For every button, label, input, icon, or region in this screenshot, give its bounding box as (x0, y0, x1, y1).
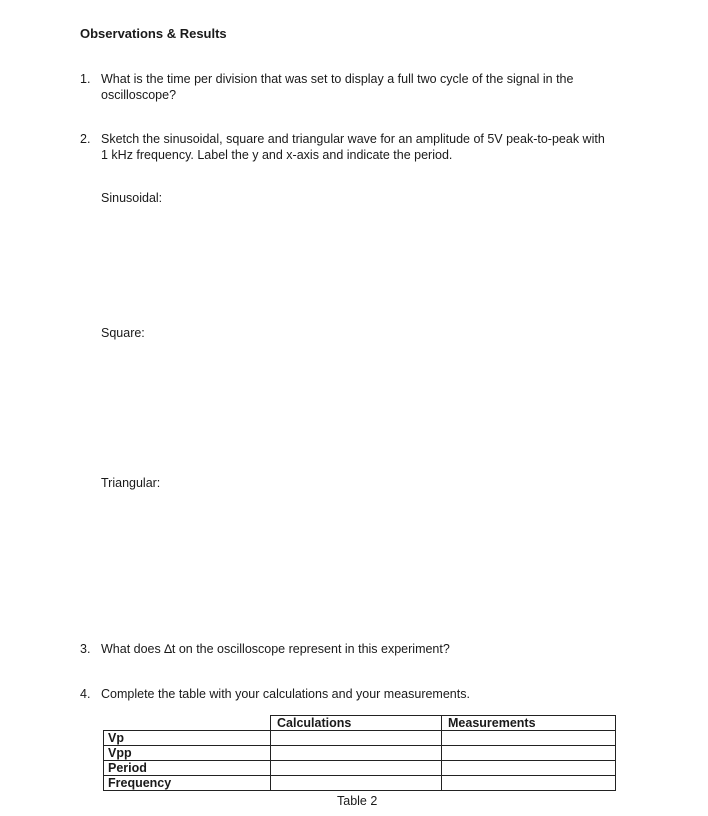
calculations-cell[interactable] (271, 746, 442, 761)
table-row (104, 776, 616, 791)
question-3-number: 3. (80, 642, 91, 656)
table-header-row (104, 716, 616, 731)
question-2-text: Sketch the sinusoidal, square and triangular wave for an amplitude of 5V peak-to-peak with 1 kHz frequency. Label the y and x-axis and indicate the period. (101, 132, 605, 162)
calculations-cell[interactable] (271, 776, 442, 791)
table-header-measurements: Measurements (442, 716, 616, 731)
table-caption: Table 2 (337, 794, 378, 808)
results-table (103, 715, 616, 791)
measurements-cell[interactable] (442, 776, 616, 791)
triangular-label: Triangular: (101, 476, 161, 490)
row-label-period: Period (104, 761, 271, 776)
row-label-frequency: Frequency (104, 776, 271, 791)
question-4-number: 4. (80, 687, 91, 701)
measurements-cell[interactable] (442, 731, 616, 746)
row-label-vpp: Vpp (104, 746, 271, 761)
question-4-text: Complete the table with your calculations and your measurements. (101, 687, 470, 701)
row-label-vp: Vp (104, 731, 271, 746)
table-row (104, 746, 616, 761)
calculations-cell[interactable] (271, 731, 442, 746)
question-2-number: 2. (80, 132, 91, 146)
calculations-cell[interactable] (271, 761, 442, 776)
square-label: Square: (101, 326, 145, 340)
table-header-blank (104, 716, 271, 731)
section-heading: Observations & Results (80, 26, 227, 41)
measurements-cell[interactable] (442, 746, 616, 761)
question-1-number: 1. (80, 72, 91, 86)
measurements-cell[interactable] (442, 761, 616, 776)
question-3-text: What does ∆t on the oscilloscope represent in this experiment? (101, 642, 450, 656)
sinusoidal-label: Sinusoidal: (101, 191, 163, 205)
table-header-calculations: Calculations (271, 716, 442, 731)
question-1-text: What is the time per division that was set to display a full two cycle of the signal in the oscilloscope? (101, 72, 574, 102)
table-row (104, 731, 616, 746)
table-row (104, 761, 616, 776)
